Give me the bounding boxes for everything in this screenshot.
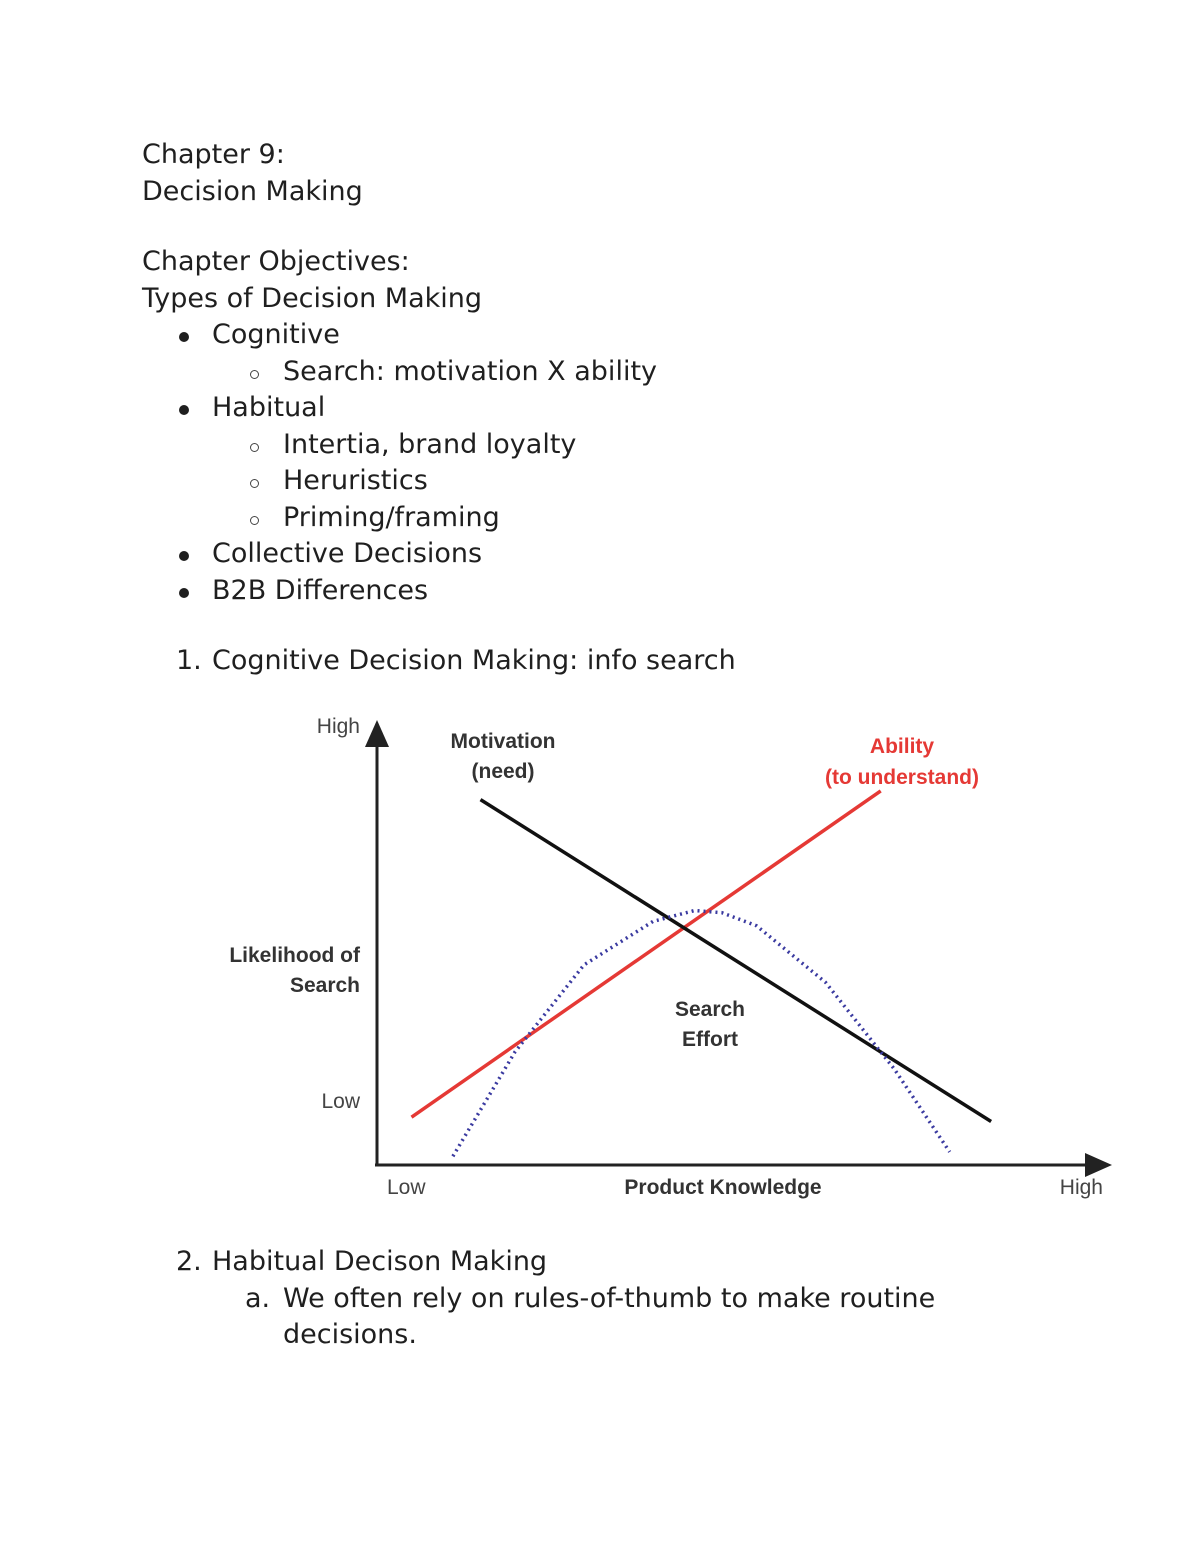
list-subitem	[142, 354, 1102, 391]
ability-line	[412, 791, 881, 1117]
y-tick-low: Low	[321, 1090, 360, 1113]
motivation-label-line2: (need)	[471, 760, 535, 783]
objectives-heading: Chapter Objectives:	[142, 246, 410, 277]
y-axis-label-line2: Search	[289, 974, 360, 997]
list-subitem	[142, 427, 1102, 464]
list-item-label: Collective Decisions	[212, 538, 483, 569]
motivation-label-line1: Motivation	[450, 730, 556, 753]
search-likelihood-chart	[205, 700, 1115, 1210]
y-axis-label-line1: Likelihood of	[229, 944, 360, 967]
section-1-heading	[142, 643, 1102, 680]
x-tick-high: High	[1059, 1176, 1103, 1199]
list-item	[142, 390, 1102, 427]
search-effort-label-line1: Search	[674, 998, 746, 1021]
section-2-heading	[142, 1244, 1102, 1281]
ability-label-line2: (to understand)	[825, 766, 979, 789]
list-item-label: Cognitive	[212, 319, 340, 350]
chapter-number: Chapter 9:	[142, 139, 285, 170]
bullet-icon	[179, 588, 189, 598]
section-2	[142, 1244, 1102, 1354]
motivation-line	[481, 800, 992, 1122]
y-tick-high: High	[316, 715, 360, 738]
list-subitem	[142, 500, 1102, 537]
x-tick-low: Low	[387, 1176, 426, 1199]
list-subitem-label: Heruristics	[283, 465, 428, 496]
list-item-label: B2B Differences	[212, 574, 429, 606]
x-axis-label: Product Knowledge	[624, 1176, 822, 1199]
list-subitem-label: Search: motivation X ability	[283, 355, 658, 387]
section-2-item	[142, 1281, 1102, 1318]
search-effort-label-line2: Effort	[682, 1028, 738, 1051]
item-text-line1: We often rely on rules-of-thumb to make routine	[283, 1282, 936, 1314]
bullet-icon	[179, 332, 189, 342]
hollow-bullet-icon	[250, 443, 259, 452]
bullet-icon	[179, 405, 189, 415]
ability-label-line1: Ability	[869, 735, 935, 758]
hollow-bullet-icon	[250, 370, 259, 379]
list-item	[142, 573, 1102, 610]
document-body	[142, 137, 1102, 680]
list-item-label: Habitual	[212, 392, 326, 423]
item-marker: a.	[245, 1282, 271, 1314]
hollow-bullet-icon	[250, 516, 259, 525]
section-title: Habitual Decison Making	[212, 1246, 548, 1277]
chapter-title: Decision Making	[142, 175, 363, 207]
types-heading: Types of Decision Making	[142, 282, 483, 314]
section-number: 2.	[176, 1246, 202, 1277]
hollow-bullet-icon	[250, 479, 259, 488]
list-subitem-label: Intertia, brand loyalty	[283, 428, 577, 460]
section-number: 1.	[176, 645, 202, 676]
list-subitem	[142, 463, 1102, 500]
section-title: Cognitive Decision Making: info search	[212, 645, 736, 676]
item-text-line2: decisions.	[283, 1319, 417, 1350]
bullet-icon	[179, 551, 189, 561]
list-subitem-label: Priming/framing	[283, 501, 500, 533]
list-item	[142, 536, 1102, 573]
list-item	[142, 317, 1102, 354]
